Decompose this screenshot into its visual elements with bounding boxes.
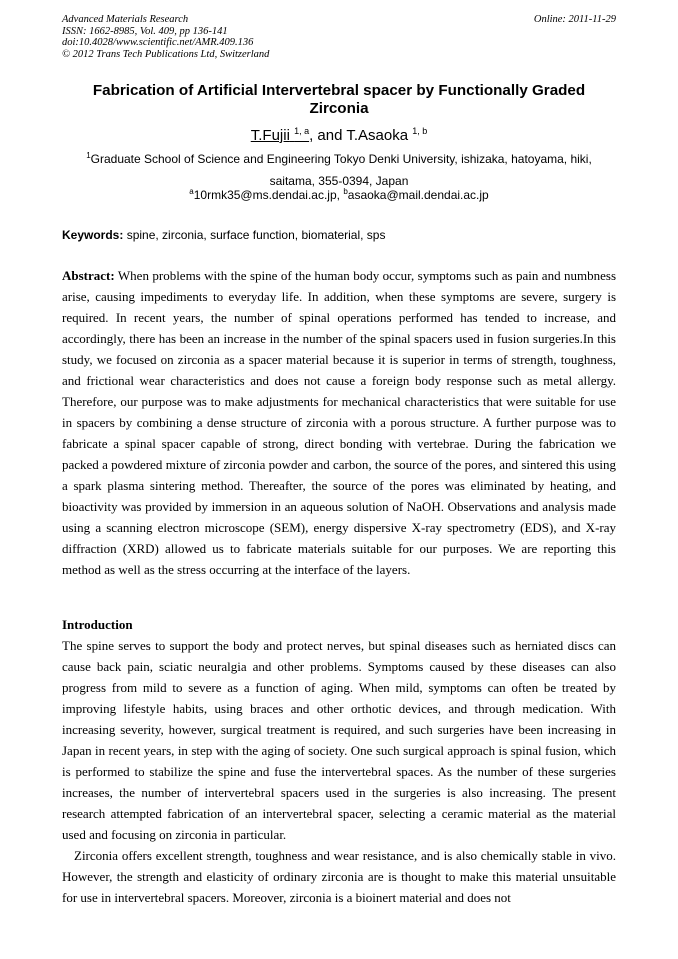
keywords-text: spine, zirconia, surface function, biomaterial, sps bbox=[123, 228, 386, 242]
introduction-heading: Introduction bbox=[62, 617, 133, 632]
keywords bbox=[62, 226, 616, 244]
issn-line: ISSN: 1662-8985, Vol. 409, pp 136-141 bbox=[62, 25, 228, 37]
intro-paragraph-1: The spine serves to support the body and protect nerves, but spinal diseases such as herniated discs can cause back pain, sciatic neuralgia and other problems. Symptoms caused by these diseases can also progress from mild to severe as a function of aging. When mild, symptoms can often be treated by improving lifestyle habits, using braces and other orthotic devices, and through medication. With increasing severity, however, surgical treatment is required, and such surgeries have been increasing in Japan in recent years, in step with the aging of society. One such surgical approach is spinal fusion, which is performed to stabilize the spine and fuse the intervertebral spaces. As the number of these surgeries increases, the number of intervertebral spacers used in the surgeries is also increasing. The present research attempted fabrication of an intervertebral spacer, selecting a ceramic material as the material used and focusing on zirconia in particular. bbox=[62, 638, 616, 842]
doi-line: doi:10.4028/www.scientific.net/AMR.409.136 bbox=[62, 37, 254, 48]
introduction-body bbox=[62, 635, 616, 908]
author-separator: , and bbox=[309, 127, 347, 144]
paper-title: Fabrication of Artificial Intervertebral spacer by Functionally Graded Zirconia bbox=[92, 82, 586, 117]
author-asaoka: T.Asaoka bbox=[346, 127, 409, 144]
email-line: $^a$10rmk35@ms.dendai.ac.jp, $^b$asaoka@mail.dendai.ac.jp bbox=[189, 187, 489, 202]
abstract-text: When problems with the spine of the human body occur, symptoms such as pain and numbness arise, causing impediments to everyday life. In addition, when these symptoms are severe, surgery is required. In recent years, the number of spinal operations performed has tended to increase, and accordingly, there has been an increase in the number of the spinal spacers used in fusion surgeries.In this study, we focused on zirconia as a spacer material because it is superior in terms of strength, toughness, and frictional wear characteristics and does not cause a foreign body response such as metal allergy. Therefore, our purpose was to make adjustments for mechanical characteristics that were suitable for use in spacers by combining a dense structure of zirconia with a porous structure. A further purpose was to fabricate a spinal spacer capable of strong, direct bonding with vertebrae. During the fabrication we packed a powdered mixture of zirconia powder and carbon, the source of the pores, and sintered this using a spark plasma sintering method. Thereafter, the source of the pores was eliminated by heating, and bioactivity was provided by immersion in an aqueous solution of NaOH. Observations and analysis made using a scanning electron microscope (SEM), energy dispersive X-ray spectrometry (EDS), and X-ray diffraction (XRD) allowed us to fabricate materials suitable for our purposes. We are reporting this method as well as the stress occurring at the interface of the layers. bbox=[62, 268, 616, 577]
copyright-line: © 2012 Trans Tech Publications Ltd, Switzerland bbox=[62, 48, 270, 60]
journal-header bbox=[62, 14, 616, 60]
abstract-label: Abstract: bbox=[62, 268, 115, 283]
email-fujii: 10rmk35@ms.dendai.ac.jp, bbox=[193, 188, 344, 202]
affiliation-text: Graduate School of Science and Engineering Tokyo Denki University, ishizaka, hatoyama, hiki, saitama, 355-0394, Japan bbox=[90, 152, 592, 188]
email-asaoka: asaoka@mail.dendai.ac.jp bbox=[347, 188, 489, 202]
keywords-label: Keywords: bbox=[62, 228, 124, 242]
abstract bbox=[62, 265, 616, 580]
online-date: Online: 2011-11-29 bbox=[533, 14, 616, 25]
intro-paragraph-2: Zirconia offers excellent strength, toughness and wear resistance, and is also chemically stable in vivo. However, the strength and elasticity of ordinary zirconia are is thought to make this material unsuitable for use in intervertebral spacers. Moreover, zirconia is a bioinert material and does not bbox=[62, 848, 616, 905]
author-list bbox=[62, 122, 616, 145]
affiliation-marker: 1 bbox=[86, 151, 91, 160]
author-asaoka-sup: 1, b bbox=[412, 126, 428, 136]
journal-name: Advanced Materials Research bbox=[62, 14, 189, 25]
author-fujii: T.Fujii $^{1, a}$ bbox=[250, 126, 310, 144]
